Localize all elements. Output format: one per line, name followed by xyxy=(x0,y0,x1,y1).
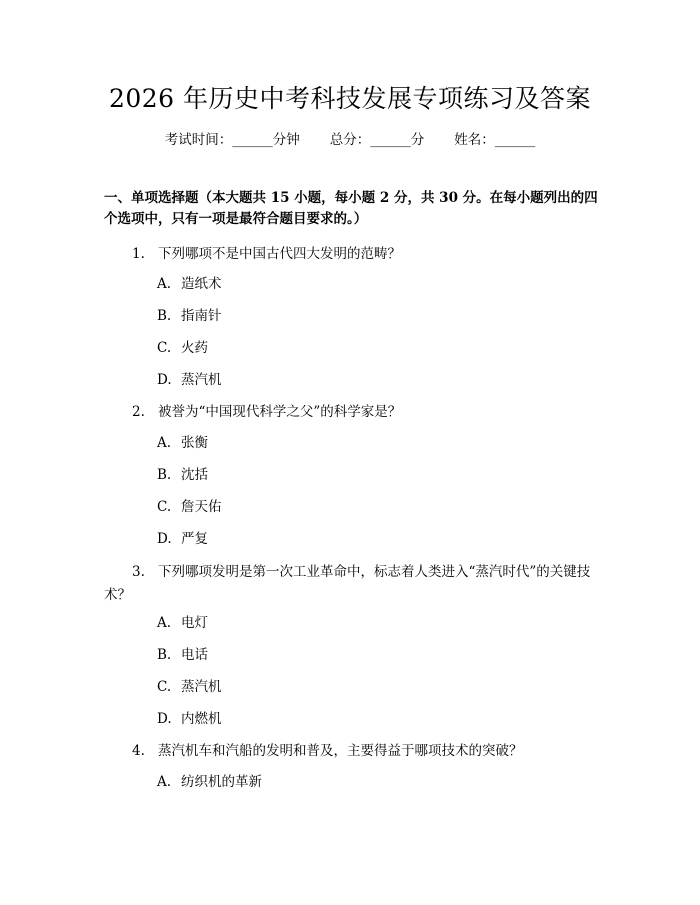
time-label: 考试时间： xyxy=(164,132,233,148)
question-3 xyxy=(104,561,604,607)
score-label: 总分： xyxy=(329,132,371,148)
option-4a: A. 纺织机的革新 xyxy=(157,774,262,790)
name-label: 姓名： xyxy=(454,132,495,148)
option-3b: B. 电话 xyxy=(157,647,208,663)
question-2 xyxy=(104,402,604,423)
option-1c: C. 火药 xyxy=(157,340,208,356)
page-title: 2026 年历史中考科技发展专项练习及答案 xyxy=(108,84,592,113)
question-4 xyxy=(104,741,604,762)
question-text: 下列哪项不是中国古代四大发明的范畴？ xyxy=(158,246,401,262)
exam-info-row xyxy=(0,130,700,150)
question-text: 蒸汽机车和汽船的发明和普及，主要得益于哪项技术的突破？ xyxy=(158,743,523,759)
option-2c: C. 詹天佑 xyxy=(157,499,222,515)
question-number: 3. xyxy=(132,564,145,580)
question-number: 2. xyxy=(132,404,145,420)
name-blank: ______ xyxy=(494,132,536,148)
time-blank: ______分钟 xyxy=(232,132,300,148)
option-3c: C. 蒸汽机 xyxy=(157,679,222,695)
option-2b: B. 沈括 xyxy=(157,467,208,483)
option-2d: D. 严复 xyxy=(157,531,208,547)
option-1a: A. 造纸术 xyxy=(157,276,222,292)
question-text: 下列哪项发明是第一次工业革命中，标志着人类进入“蒸汽时代”的关键技术？ xyxy=(104,564,591,603)
option-1b: B. 指南针 xyxy=(157,308,222,324)
question-number: 4. xyxy=(132,743,145,759)
question-text: 被誉为“中国现代科学之父”的科学家是？ xyxy=(158,404,402,420)
option-2a: A. 张衡 xyxy=(157,435,208,451)
option-3a: A. 电灯 xyxy=(157,615,208,631)
question-number: 1. xyxy=(132,246,145,262)
option-3d: D. 内燃机 xyxy=(157,711,222,727)
section-heading: 一、单项选择题（本大题共 15 小题，每小题 2 分，共 30 分。在每小题列出的四个选项中，只有一项是最符合题目要求的。） xyxy=(104,190,598,227)
score-blank: ______分 xyxy=(370,132,425,148)
option-1d: D. 蒸汽机 xyxy=(157,372,222,388)
question-1 xyxy=(104,244,604,265)
